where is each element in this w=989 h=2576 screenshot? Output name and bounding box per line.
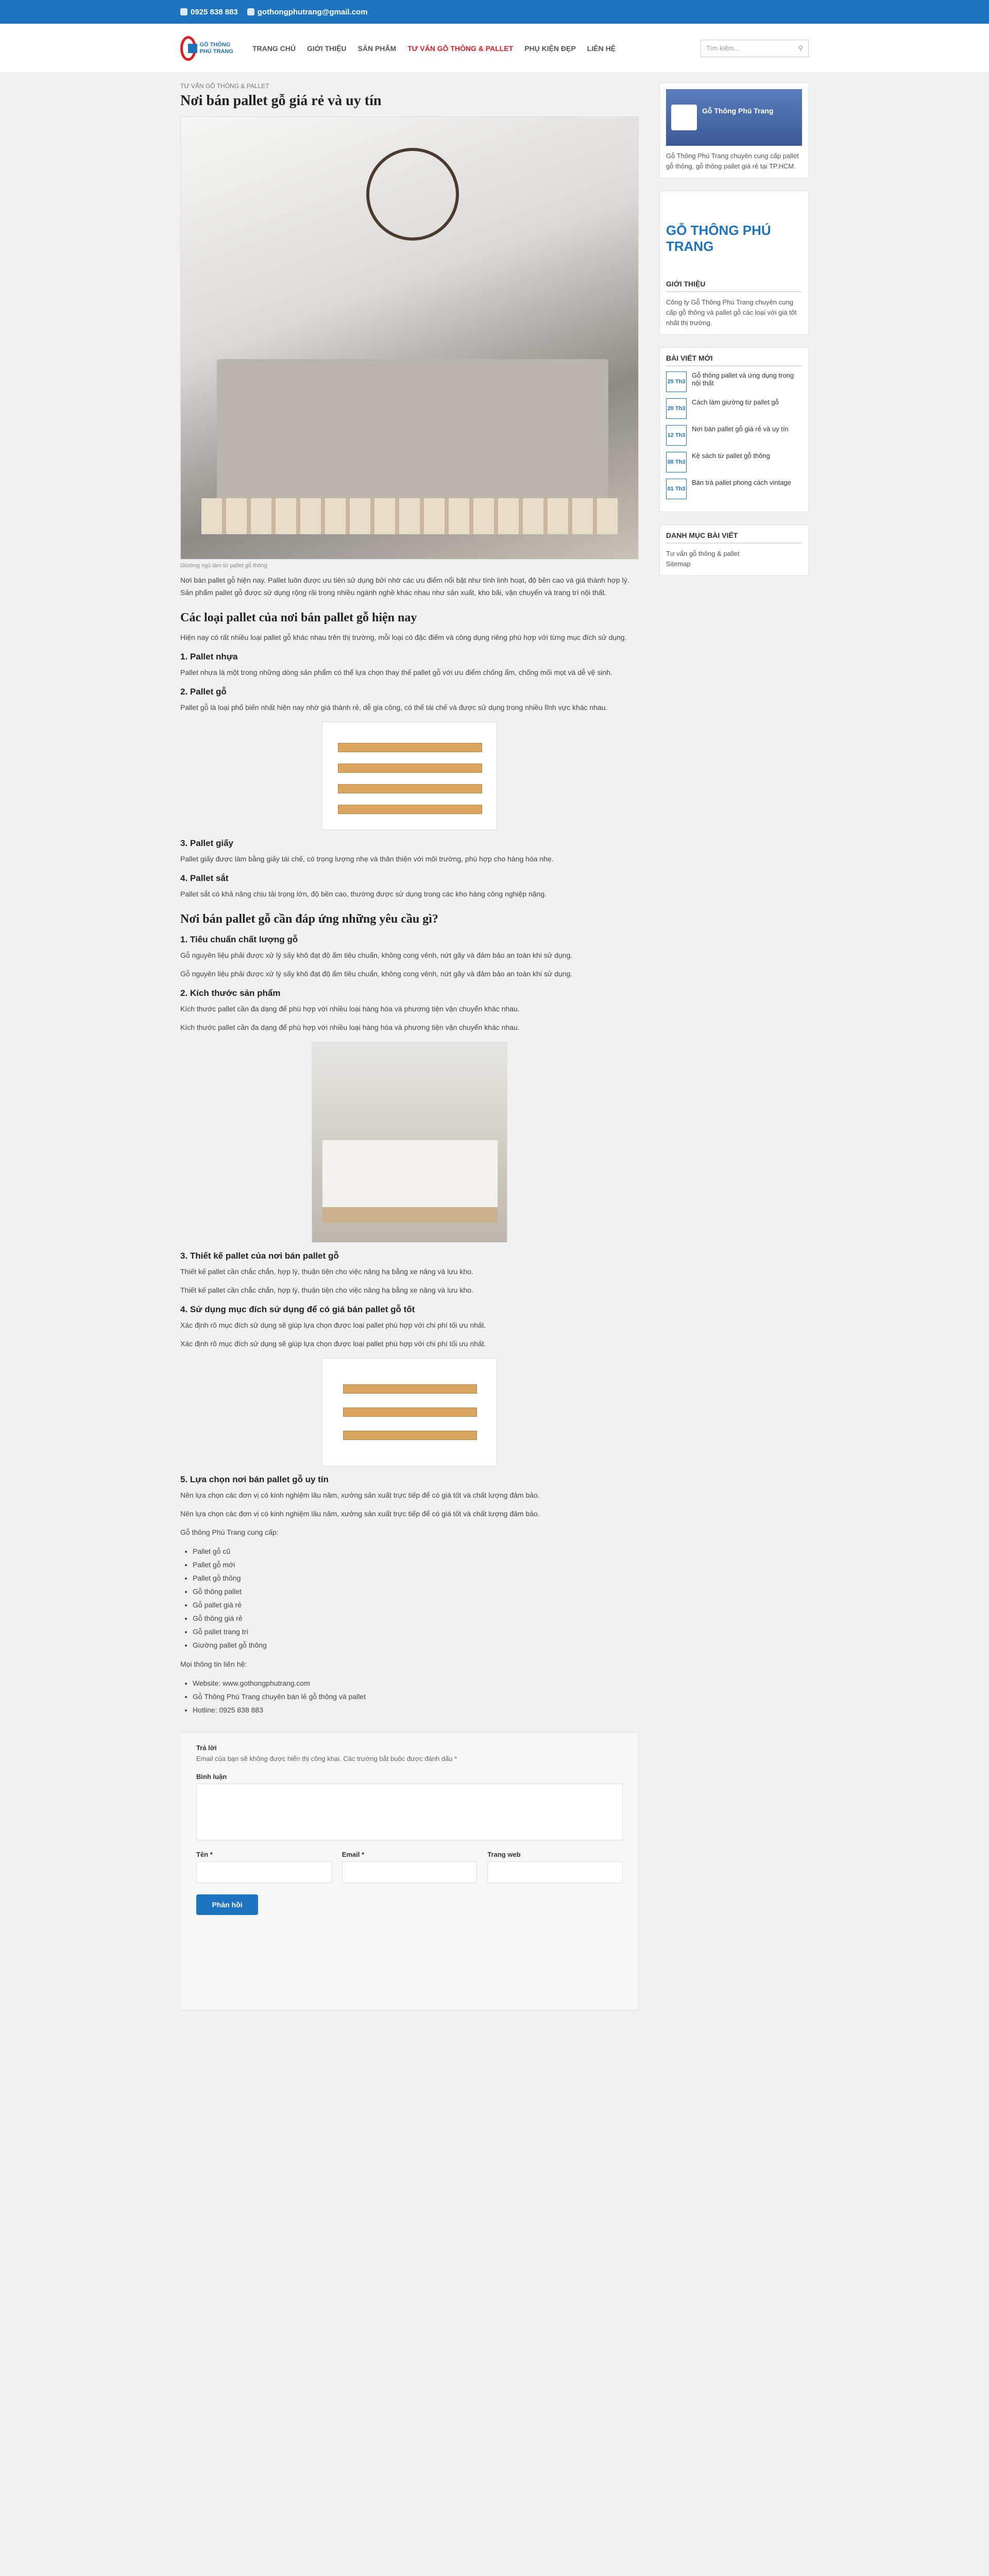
hero-image <box>180 116 639 560</box>
phone-contact[interactable]: 0925 838 883 <box>180 8 238 16</box>
section-text: Gỗ nguyên liệu phải được xử lý sấy khô đạt độ ẩm tiêu chuẩn, không cong vênh, nứt gãy và đảm bảo an toàn khi sử dụng. <box>180 970 573 978</box>
post-date: 08 Th3 <box>666 452 687 472</box>
post-date: 12 Th3 <box>666 425 687 446</box>
name-label: Tên * <box>196 1851 213 1858</box>
nav-about[interactable]: GIỚI THIỆU <box>307 44 347 53</box>
facebook-page-avatar <box>671 105 697 130</box>
section-heading: Các loại pallet của nơi bán pallet gỗ hiện nay <box>180 611 417 624</box>
section-text: Pallet giấy được làm bằng giấy tái chế, có trọng lượng nhẹ và thân thiện với môi trường, phù hợp cho hàng hóa nhẹ. <box>180 855 554 863</box>
section-text: Pallet nhựa là một trong những dòng sản phẩm có thể lựa chọn thay thế pallet gỗ với ưu điểm chống ẩm, chống mối mọt và dễ vệ sinh. <box>180 668 612 676</box>
pallet-image <box>322 1358 497 1466</box>
bed-decor <box>217 359 608 503</box>
site-header <box>0 24 989 73</box>
section-text: Nên lựa chọn các đơn vị có kinh nghiệm lâu năm, xưởng sản xuất trực tiếp để có giá tốt và chất lượng đảm bảo. <box>180 1491 540 1499</box>
nav-advice[interactable]: TƯ VẤN GỖ THÔNG & PALLET <box>407 44 514 53</box>
about-text: Công ty Gỗ Thông Phú Trang chuyên cung cấp gỗ thông và pallet gỗ các loại với giá tốt nhất thị trường. <box>666 298 797 327</box>
about-widget <box>659 191 809 335</box>
sub-heading: 4. Sử dụng mục đích sử dụng để có giá bán pallet gỗ tốt <box>180 1304 415 1314</box>
pallet-base-decor <box>201 498 619 534</box>
comment-heading: Trả lời <box>196 1744 217 1752</box>
main-nav <box>252 44 616 53</box>
search-icon[interactable]: ⚲ <box>798 44 803 52</box>
list-item: • Pallet gỗ cũ <box>193 1545 639 1558</box>
list-item: • Gỗ pallet trang trí <box>193 1625 639 1638</box>
sub-heading: 2. Kích thước sản phẩm <box>180 988 281 998</box>
post-date: 01 Th3 <box>666 479 687 499</box>
list-item: • Pallet gỗ thông <box>193 1571 639 1585</box>
post-date: 25 Th3 <box>666 371 687 392</box>
comment-textarea[interactable] <box>196 1784 623 1840</box>
logo-mark-icon <box>180 36 196 61</box>
category-link[interactable]: Tư vấn gỗ thông & pallet <box>666 550 740 557</box>
sub-heading: 4. Pallet sắt <box>180 873 229 883</box>
post-title[interactable]: Kệ sách từ pallet gỗ thông <box>692 452 770 460</box>
pallet-image <box>322 722 497 830</box>
contact-title: Mọi thông tin liên hệ: <box>180 1660 247 1668</box>
sidebar <box>659 82 809 588</box>
name-field[interactable] <box>196 1861 332 1883</box>
section-text: Xác định rõ mục đích sử dụng sẽ giúp lựa chọn được loại pallet phù hợp với chi phí tối ưu nhất. <box>180 1340 486 1348</box>
search-input[interactable]: Tìm kiếm... ⚲ <box>701 40 809 57</box>
widget-title: BÀI VIẾT MỚI <box>666 354 802 366</box>
article <box>180 82 639 2010</box>
mail-icon <box>247 8 254 15</box>
list-item: • Gỗ thông giá rẻ <box>193 1612 639 1625</box>
website-field[interactable] <box>487 1861 623 1883</box>
sub-heading: 5. Lựa chọn nơi bán pallet gỗ uy tín <box>180 1475 329 1484</box>
section-heading: Nơi bán pallet gỗ cần đáp ứng những yêu cầu gì? <box>180 912 438 926</box>
sub-heading: 1. Tiêu chuẩn chất lượng gỗ <box>180 935 298 944</box>
comment-note: Email của bạn sẽ không được hiển thị công khai. Các trường bắt buộc được đánh dấu * <box>196 1755 457 1762</box>
facebook-text: Gỗ Thông Phú Trang chuyên cung cấp pallet gỗ thông, gỗ thông pallet giá rẻ tại TP.HCM. <box>666 152 799 170</box>
comment-label: Bình luận <box>196 1773 227 1781</box>
recent-post[interactable] <box>666 371 802 392</box>
intro-text: Nơi bán pallet gỗ hiện nay. Pallet luôn được ưu tiên sử dụng bởi nhờ các ưu điểm nổi bật như tính linh hoạt, độ bền cao và giá thành hợp lý. Sản phẩm pallet gỗ được sử dụng rộng rãi trong nhiều ngành nghề khác nhau như sản xuất, kho bãi, vận chuyển và trang trí nội thất. <box>180 576 629 597</box>
facebook-cover[interactable] <box>666 89 802 146</box>
sub-heading: 3. Pallet giấy <box>180 838 233 848</box>
comment-form <box>180 1732 639 2010</box>
section-text: Kích thước pallet cần đa dạng để phù hợp với nhiều loại hàng hóa và phương tiện vận chuyển khác nhau. <box>180 1023 520 1031</box>
nav-products[interactable]: SẢN PHẨM <box>357 44 397 53</box>
contact-list <box>180 1676 639 1717</box>
list-item: • Gỗ Thông Phú Trang chuyên bán lẻ gỗ thông và pallet <box>193 1690 639 1703</box>
email-label: Email * <box>342 1851 365 1858</box>
sub-heading: 1. Pallet nhựa <box>180 652 238 662</box>
list-item[interactable]: • Hotline: 0925 838 883 <box>193 1703 639 1717</box>
email-contact[interactable]: gothongphutrang@gmail.com <box>247 8 368 16</box>
categories-widget <box>659 524 809 576</box>
image-caption: Giường ngủ làm từ pallet gỗ thông <box>180 563 267 569</box>
widget-title: DANH MỤC BÀI VIẾT <box>666 531 802 544</box>
nav-contact[interactable]: LIÊN HỆ <box>587 44 616 53</box>
post-title[interactable]: Gỗ thông pallet và ứng dụng trong nội thất <box>692 371 794 387</box>
website-label: Trang web <box>487 1851 521 1858</box>
facebook-widget <box>659 82 809 178</box>
post-title[interactable]: Nơi bán pallet gỗ giá rẻ và uy tín <box>692 425 789 433</box>
nav-accessories[interactable]: PHỤ KIỆN ĐẸP <box>524 44 576 53</box>
sidebar-logo: GỖ THÔNG PHÚ TRANG <box>666 223 771 254</box>
widget-title: GIỚI THIỆU <box>666 280 802 292</box>
recent-post[interactable] <box>666 425 802 446</box>
post-date: 20 Th3 <box>666 398 687 419</box>
list-item: • Pallet gỗ mới <box>193 1558 639 1571</box>
nav-home[interactable]: TRANG CHỦ <box>252 44 296 53</box>
product-list <box>180 1545 639 1652</box>
sub-heading: 2. Pallet gỗ <box>180 687 227 697</box>
section-text: Nên lựa chọn các đơn vị có kinh nghiệm lâu năm, xưởng sản xuất trực tiếp để có giá tốt và chất lượng đảm bảo. <box>180 1510 540 1518</box>
category-link[interactable]: Sitemap <box>666 560 691 568</box>
list-item[interactable]: • Website: www.gothongphutrang.com <box>193 1676 639 1690</box>
phone-icon <box>180 8 187 15</box>
recent-post[interactable] <box>666 452 802 472</box>
section-text: Thiết kế pallet cần chắc chắn, hợp lý, thuận tiện cho việc nâng hạ bằng xe nâng và lưu kho. <box>180 1267 473 1276</box>
section-text: Xác định rõ mục đích sử dụng sẽ giúp lựa chọn được loại pallet phù hợp với chi phí tối ưu nhất. <box>180 1321 486 1329</box>
sub-heading: 3. Thiết kế pallet của nơi bán pallet gỗ <box>180 1251 339 1261</box>
section-text: Pallet sắt có khả năng chịu tải trọng lớn, độ bền cao, thường được sử dụng trong các kho hàng công nghiệp nặng. <box>180 890 547 898</box>
post-title[interactable]: Cách làm giường từ pallet gỗ <box>692 398 779 406</box>
recent-post[interactable] <box>666 398 802 419</box>
section-text: Thiết kế pallet cần chắc chắn, hợp lý, thuận tiện cho việc nâng hạ bằng xe nâng và lưu kho. <box>180 1286 473 1294</box>
section-text: Hiện nay có rất nhiều loại pallet gỗ khác nhau trên thị trường, mỗi loại có đặc điểm và công dụng riêng phù hợp với từng mục đích sử dụng. <box>180 633 627 641</box>
section-text: Gỗ nguyên liệu phải được xử lý sấy khô đạt độ ẩm tiêu chuẩn, không cong vênh, nứt gãy và đảm bảo an toàn khi sử dụng. <box>180 951 573 959</box>
section-text: Kích thước pallet cần đa dạng để phù hợp với nhiều loại hàng hóa và phương tiện vận chuyển khác nhau. <box>180 1005 520 1013</box>
list-item: • Gỗ thông pallet <box>193 1585 639 1598</box>
submit-comment-button[interactable]: Phản hồi <box>196 1894 258 1915</box>
post-title[interactable]: Bàn trà pallet phong cách vintage <box>692 479 791 486</box>
dreamcatcher-decor <box>366 148 459 241</box>
email-field[interactable] <box>342 1861 478 1883</box>
list-item: • Gỗ pallet giá rẻ <box>193 1598 639 1612</box>
list-title: Gỗ thông Phú Trang cung cấp: <box>180 1528 279 1536</box>
site-logo[interactable]: GỖ THÔNG PHÚ TRANG <box>180 33 237 64</box>
top-bar <box>0 0 989 24</box>
bed-decor <box>322 1140 498 1223</box>
facebook-page-name[interactable]: Gỗ Thông Phú Trang <box>702 107 774 115</box>
list-item: • Giường pallet gỗ thông <box>193 1638 639 1652</box>
page-title: Nơi bán pallet gỗ giá rẻ và uy tín <box>180 93 382 109</box>
breadcrumb[interactable]: TƯ VẤN GỖ THÔNG & PALLET <box>180 82 269 90</box>
section-text: Pallet gỗ là loại phổ biến nhất hiện nay nhờ giá thành rẻ, dễ gia công, có thể tái chế và được sử dụng trong nhiều lĩnh vực khác nhau. <box>180 703 608 711</box>
recent-posts-widget <box>659 347 809 512</box>
room-image <box>312 1042 507 1243</box>
recent-post[interactable] <box>666 479 802 499</box>
